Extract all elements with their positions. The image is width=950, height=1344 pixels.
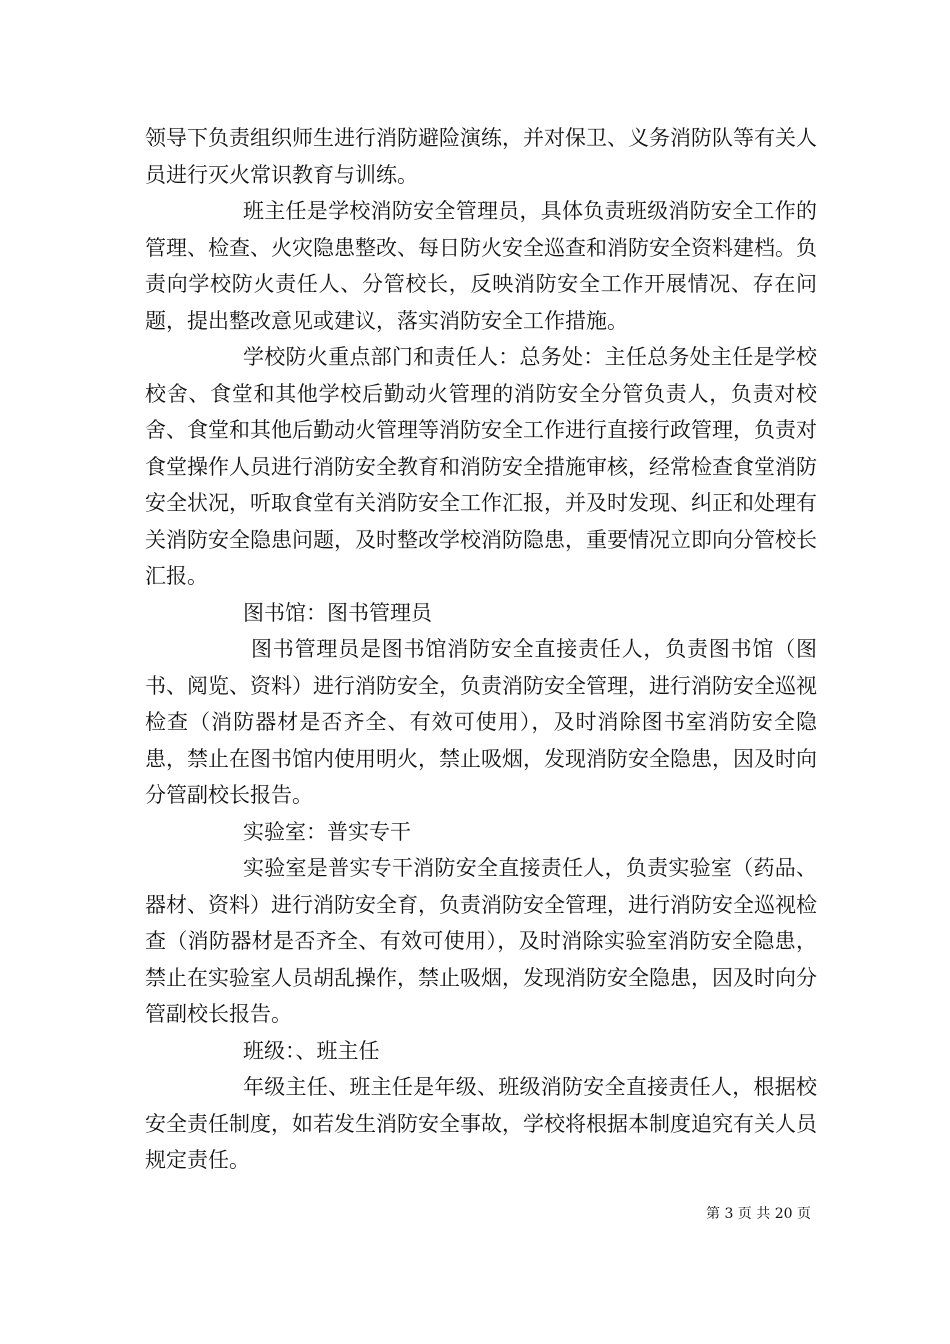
document-body: [145, 120, 817, 1179]
paragraph-class-teacher: 班主任是学校消防安全管理员，具体负责班级消防安全工作的管理、检查、火灾隐患整改、每日防火安全巡查和消防安全资料建档。负责向学校防火责任人、分管校长，反映消防安全工作开展情况、存在问题，提出整改意见或建议，落实消防安全工作措施。: [145, 199, 817, 333]
paragraph-class: 年级主任、班主任是年级、班级消防安全直接责任人，根据校安全责任制度，如若发生消防安全事故，学校将根据本制度追究有关人员规定责任。: [145, 1075, 817, 1172]
heading-library: 图书馆：图书管理员: [243, 600, 432, 625]
heading-laboratory: 实验室：普实专干: [243, 819, 411, 844]
page-number: 第 3 页 共 20 页: [706, 1206, 811, 1222]
paragraph-library: 图书管理员是图书馆消防安全直接责任人，负责图书馆（图书、阅览、资料）进行消防安全，负责消防安全管理，进行消防安全巡视检查（消防器材是否齐全、有效可使用），及时消除图书室消防安全隐患，禁止在图书馆内使用明火，禁止吸烟，发现消防安全隐患，因及时向分管副校长报告。: [145, 637, 817, 807]
paragraph-key-departments: 学校防火重点部门和责任人：总务处：主任总务处主任是学校校舍、食堂和其他学校后勤动火管理的消防安全分管负责人，负责对校舍、食堂和其他后勤动火管理等消防安全工作进行直接行政管理，负责对食堂操作人员进行消防安全教育和消防安全措施审核，经常检查食堂消防安全状况，听取食堂有关消防安全工作汇报，并及时发现、纠正和处理有关消防安全隐患问题，及时整改学校消防隐患，重要情况立即向分管校长汇报。: [145, 345, 817, 588]
paragraph-continuation: 领导下负责组织师生进行消防避险演练，并对保卫、义务消防队等有关人员进行灭火常识教育与训练。: [145, 126, 817, 187]
heading-class: 班级：、班主任: [243, 1038, 380, 1063]
paragraph-laboratory: 实验室是普实专干消防安全直接责任人，负责实验室（药品、器材、资料）进行消防安全育，负责消防安全管理，进行消防安全巡视检查（消防器材是否齐全、有效可使用），及时消除实验室消防安全隐患，禁止在实验室人员胡乱操作，禁止吸烟，发现消防安全隐患，因及时向分管副校长报告。: [145, 856, 817, 1026]
